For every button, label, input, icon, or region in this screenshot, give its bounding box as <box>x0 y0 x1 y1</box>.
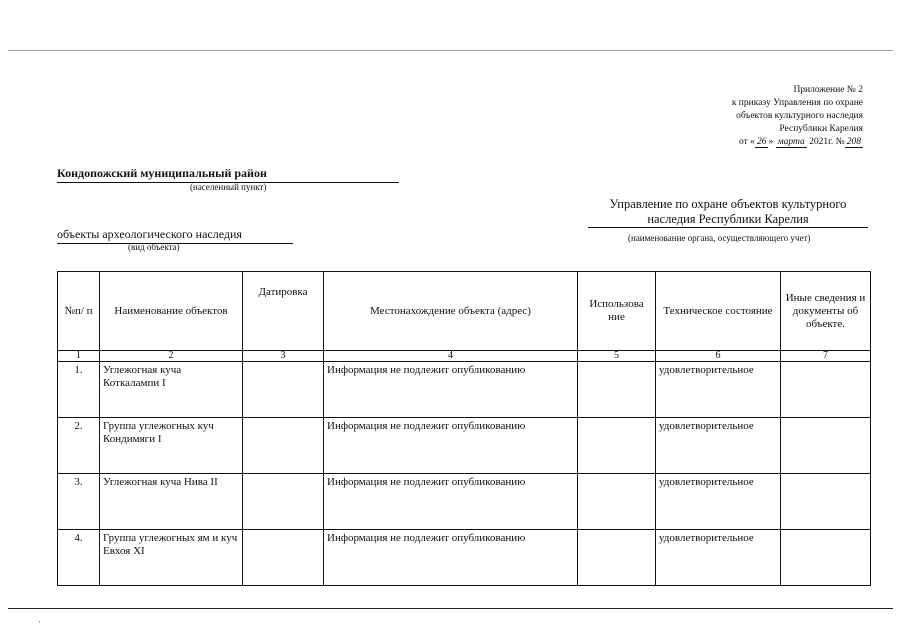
column-number: 7 <box>781 351 871 362</box>
annex-date-line <box>732 136 863 149</box>
object-use <box>578 362 656 418</box>
col-header-other: Иные сведения и документы об объекте. <box>781 272 871 351</box>
row-number: 2. <box>58 418 100 474</box>
date-mid: » <box>768 137 774 147</box>
object-other <box>781 474 871 530</box>
table-row <box>58 362 871 418</box>
header-row <box>58 272 871 351</box>
region-title: Кондопожский муниципальный район <box>57 166 399 183</box>
object-other <box>781 418 871 474</box>
row-number: 1. <box>58 362 100 418</box>
annex-line-4: Республики Карелия <box>779 124 863 134</box>
col-header-location: Местонахождение объекта (адрес) <box>324 272 578 351</box>
column-number: 5 <box>578 351 656 362</box>
column-number-row <box>58 351 871 362</box>
annex-line-1: Приложение № 2 <box>793 85 863 95</box>
object-type: объекты археологического наследия <box>57 227 293 244</box>
object-dating <box>243 530 324 586</box>
col-header-dating: Датировка <box>243 272 324 351</box>
col-header-name: Наименование объектов <box>100 272 243 351</box>
object-type-caption: (вид объекта) <box>128 242 180 252</box>
region-caption: (населенный пункт) <box>190 182 267 192</box>
row-number: 4. <box>58 530 100 586</box>
annex-line-3: объектов культурного наследия <box>736 111 863 121</box>
column-number: 6 <box>656 351 781 362</box>
object-condition: удовлетворительное <box>656 362 781 418</box>
column-number: 1 <box>58 351 100 362</box>
column-number: 2 <box>100 351 243 362</box>
object-dating <box>243 474 324 530</box>
annex-line-2: к приказу Управления по охране <box>731 98 863 108</box>
order-number: 208 <box>846 137 861 147</box>
col-header-use: Использова ние <box>578 272 656 351</box>
col-header-condition: Техническое состояние <box>656 272 781 351</box>
object-use <box>578 474 656 530</box>
object-use <box>578 530 656 586</box>
object-name: Углежогная куча Нива II <box>100 474 243 530</box>
object-dating <box>243 362 324 418</box>
object-dating <box>243 418 324 474</box>
col-header-number: №п/ п <box>58 272 100 351</box>
object-location: Информация не подлежит опубликованию <box>324 474 578 530</box>
object-other <box>781 362 871 418</box>
object-name: Углежогная куча Коткалампи I <box>100 362 243 418</box>
object-name: Группа углежогных куч Кондимяги I <box>100 418 243 474</box>
table-row <box>58 418 871 474</box>
object-location: Информация не подлежит опубликованию <box>324 418 578 474</box>
object-other <box>781 530 871 586</box>
object-name: Группа углежогных ям и куч Евхоя XI <box>100 530 243 586</box>
scan-mark: · <box>38 618 41 627</box>
date-month: марта <box>777 137 805 147</box>
object-condition: удовлетворительное <box>656 530 781 586</box>
top-rule <box>8 50 893 51</box>
object-use <box>578 418 656 474</box>
object-condition: удовлетворительное <box>656 474 781 530</box>
row-number: 3. <box>58 474 100 530</box>
date-day: 26 <box>756 137 767 147</box>
authority-caption: (наименование органа, осуществляющего учет) <box>628 233 811 243</box>
object-location: Информация не подлежит опубликованию <box>324 362 578 418</box>
bottom-rule <box>8 608 893 609</box>
object-condition: удовлетворительное <box>656 418 781 474</box>
table-row <box>58 474 871 530</box>
object-location: Информация не подлежит опубликованию <box>324 530 578 586</box>
date-prefix: от « <box>739 137 755 147</box>
table-row <box>58 530 871 586</box>
column-number: 3 <box>243 351 324 362</box>
column-number: 4 <box>324 351 578 362</box>
authority-name: Управление по охране объектов культурного наследия Республики Карелия <box>588 197 868 228</box>
date-year: 2021г. № <box>809 137 845 147</box>
annex-block <box>732 84 863 149</box>
register-table <box>57 271 871 586</box>
